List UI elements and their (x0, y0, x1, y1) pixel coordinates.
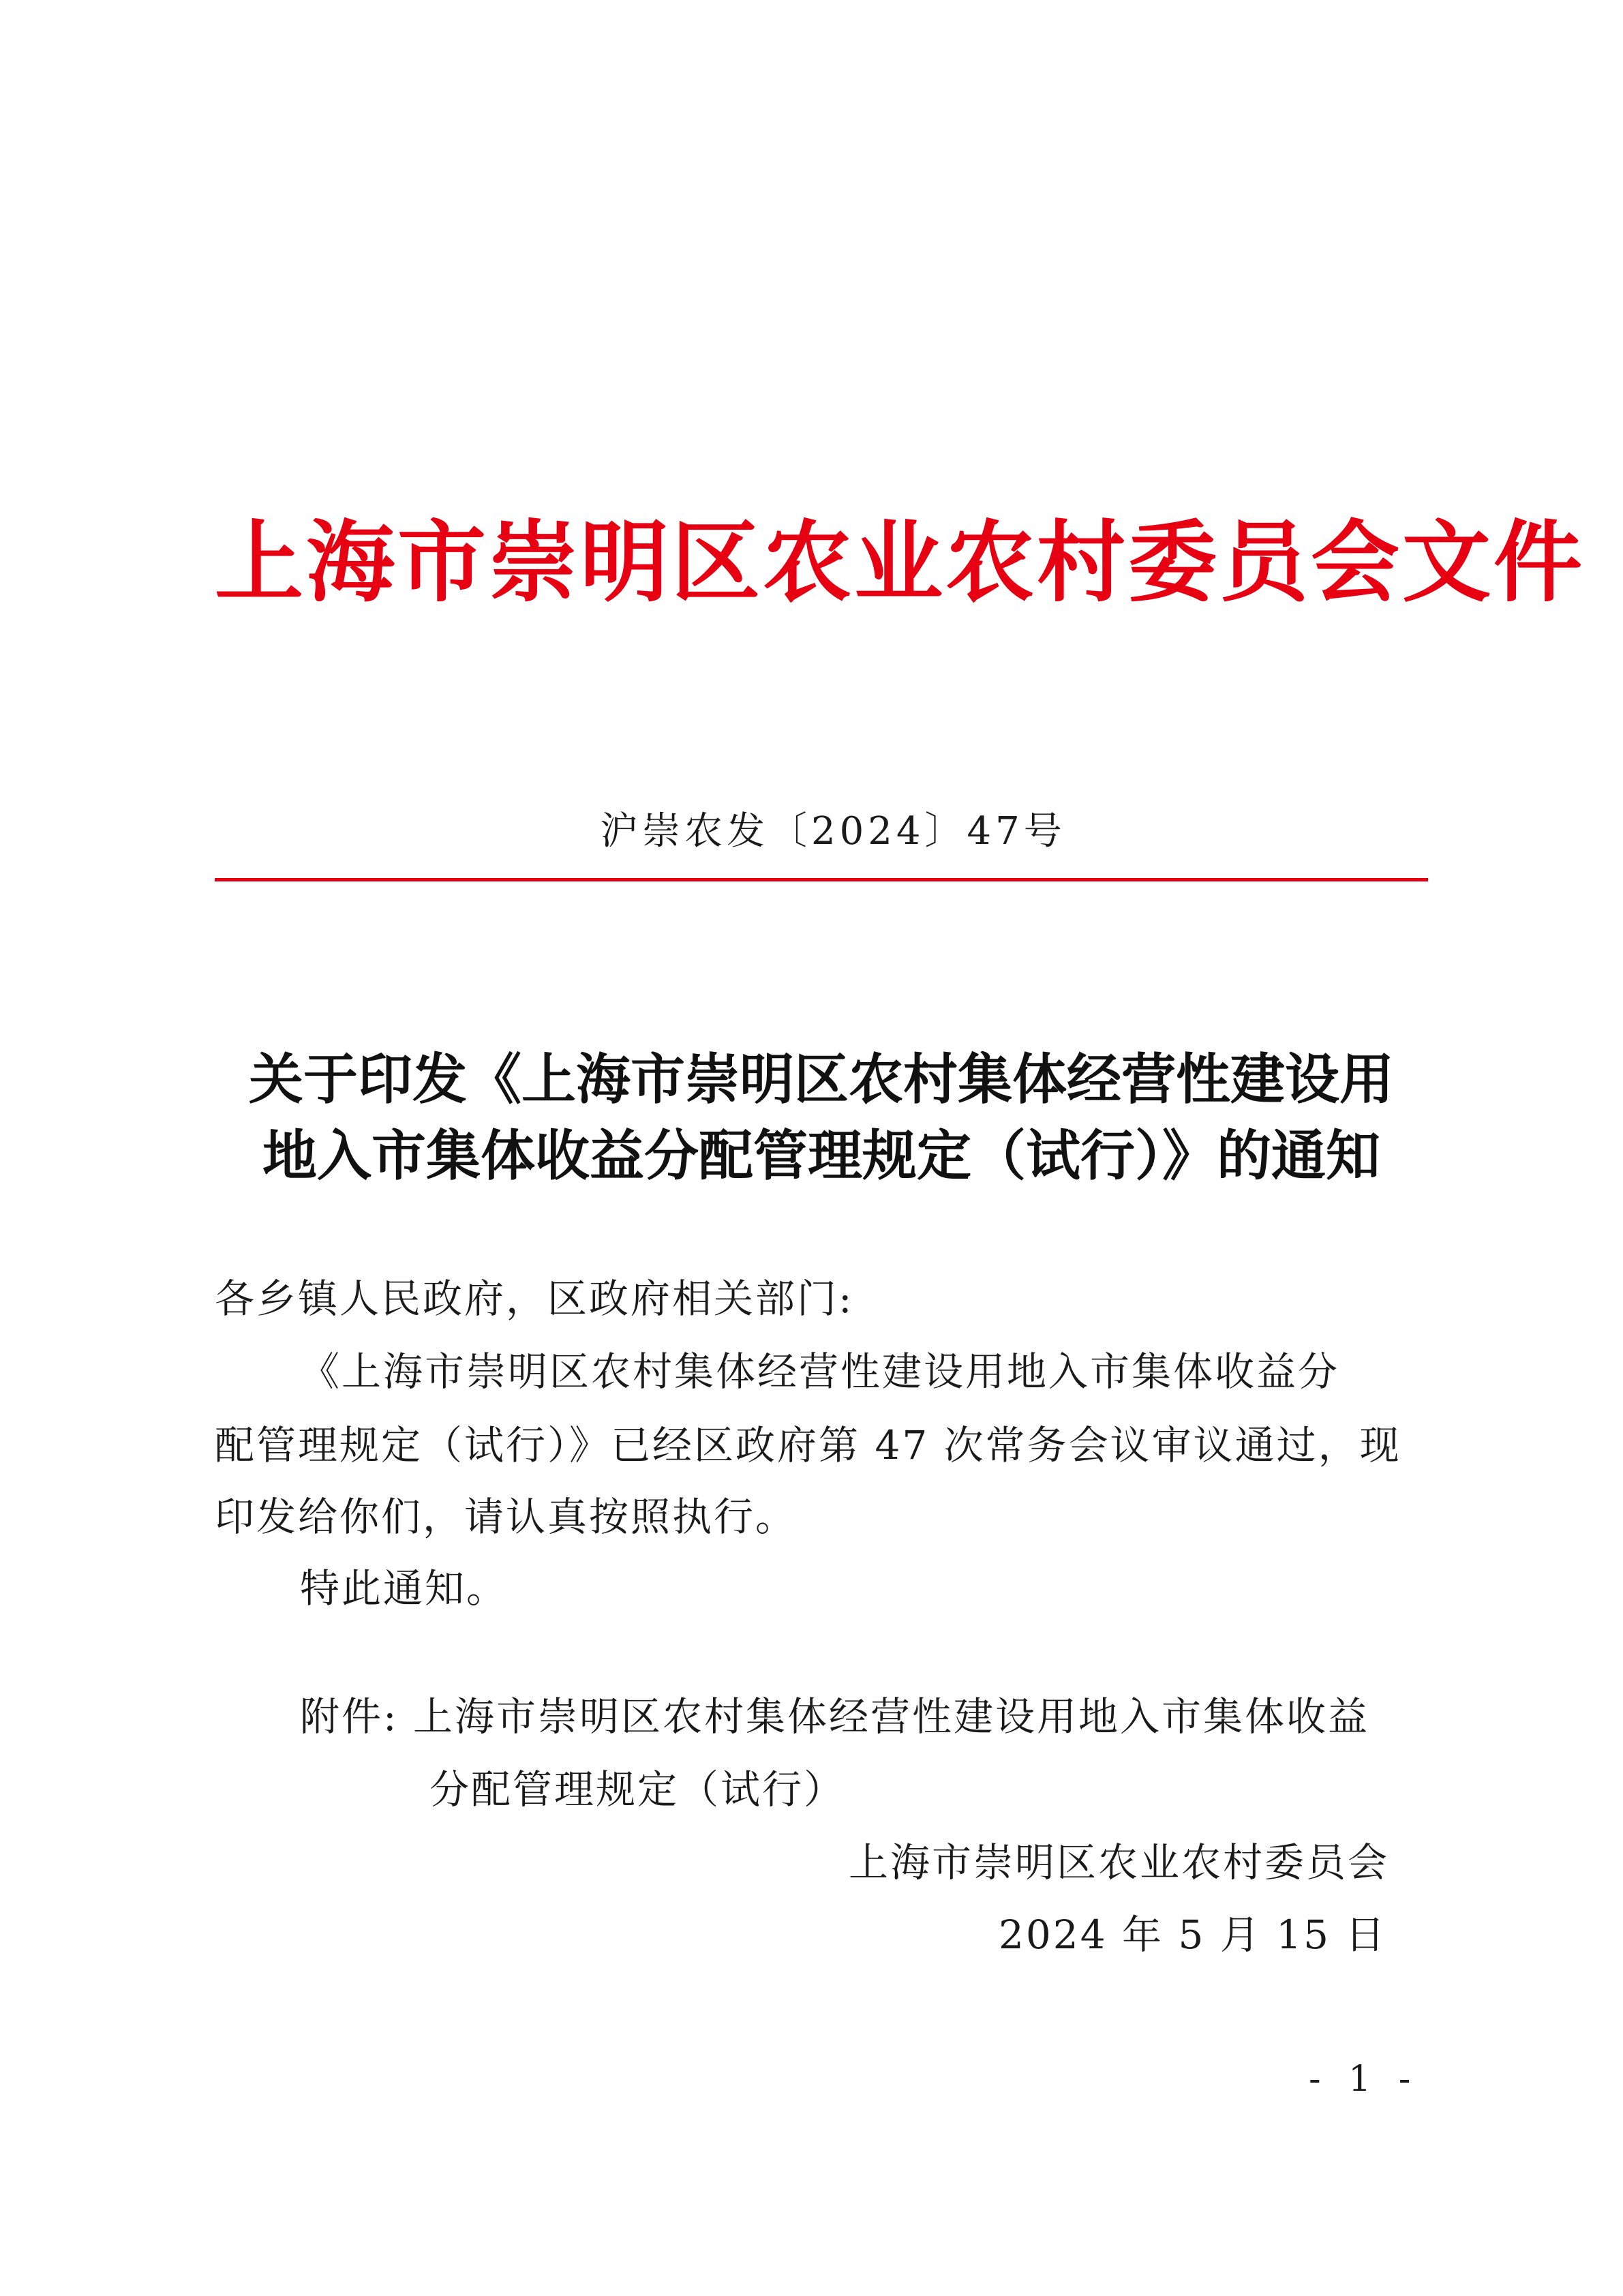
body-paragraph-1-line-3: 印发给你们，请认真按照执行。 (215, 1494, 798, 1540)
document-number: 沪崇农发〔2024〕47号 (600, 809, 1066, 854)
issuing-authority: 上海市崇明区农业农村委员会 (849, 1839, 1390, 1886)
issue-date: 2024 年 5 月 15 日 (999, 1912, 1387, 1958)
salutation: 各乡镇人民政府，区政府相关部门: (215, 1275, 854, 1322)
body-paragraph-1-line-2: 配管理规定（试行）》已经区政府第 47 次常务会议审议通过，现 (215, 1422, 1401, 1468)
masthead-title: 上海市崇明区农业农村委员会文件 (215, 510, 1586, 614)
attachment-line-1: 附件: 上海市崇明区农村集体经营性建设用地入市集体收益 (300, 1693, 1369, 1740)
body-paragraph-1-line-1: 《上海市崇明区农村集体经营性建设用地入市集体收益分 (300, 1348, 1340, 1395)
body-paragraph-2: 特此通知。 (300, 1565, 509, 1612)
notice-title-line-2: 地入市集体收益分配管理规定（试行）》的通知 (262, 1123, 1380, 1188)
attachment-line-2: 分配管理规定（试行） (429, 1766, 846, 1813)
page-number: - 1 - (1309, 2059, 1419, 2100)
red-divider-line (215, 878, 1428, 881)
notice-title-line-1: 关于印发《上海市崇明区农村集体经营性建设用 (249, 1047, 1394, 1111)
